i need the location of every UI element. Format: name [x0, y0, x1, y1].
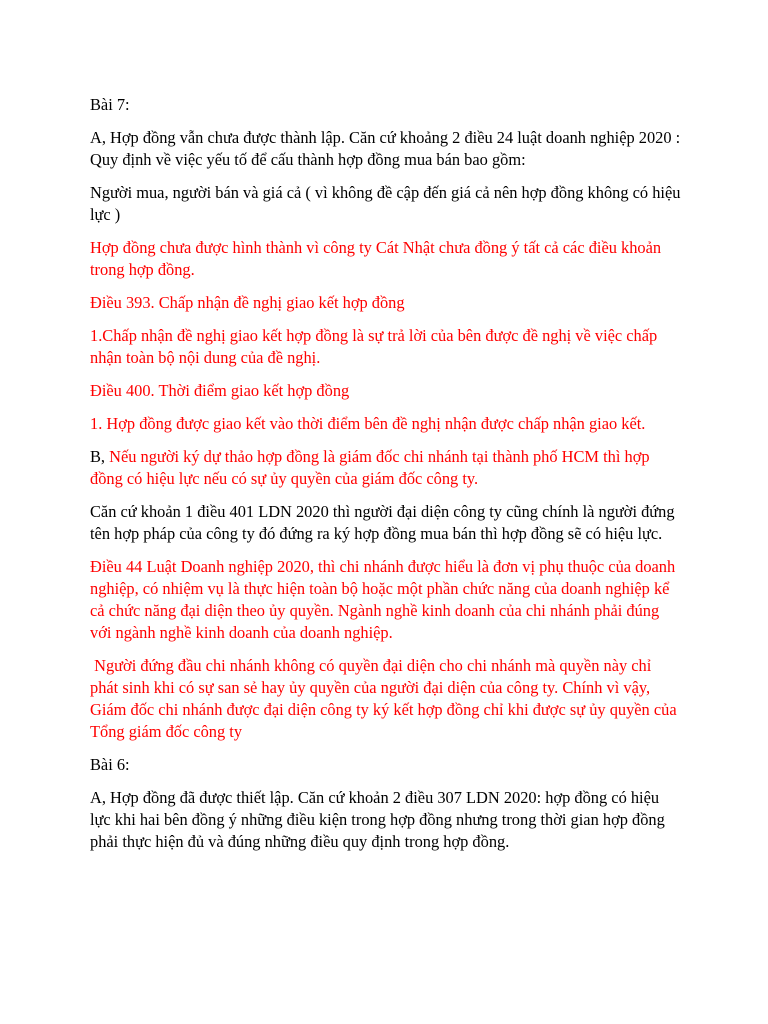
paragraph-not-formed: Hợp đồng chưa được hình thành vì công ty Cát Nhật chưa đồng ý tất cả các điều khoản trong hợp đồng.	[90, 238, 662, 279]
paragraph-b-text: Nếu người ký dự thảo hợp đồng là giám đốc chi nhánh tại thành phố HCM thì hợp đồng có hiệu lực nếu có sự ủy quyền của giám đốc công ty.	[90, 447, 650, 488]
paragraph-article-44: Điều 44 Luật Doanh nghiệp 2020, thì chi nhánh được hiểu là đơn vị phụ thuộc của doanh nghiệp, có nhiệm vụ là thực hiện toàn bộ hoặc một phần chức năng của doanh nghiệp kể cả chức năng đại diện theo ủy quyền. Ngành nghề kinh doanh của chi nhánh phải đúng với ngành nghề kinh doanh của doanh nghiệp.	[90, 557, 676, 642]
paragraph-branch-head: Người đứng đầu chi nhánh không có quyền đại diện cho chi nhánh mà quyền này chỉ phát sinh khi có sự san sẻ hay ủy quyền của người đại diện của công ty. Chính vì vậy, Giám đốc chi nhánh được đại diện công ty ký kết hợp đồng chỉ khi được sự ủy quyền của Tổng giám đốc công ty	[90, 656, 681, 741]
paragraph-a-bai-7: A, Hợp đồng vẫn chưa được thành lập. Căn cứ khoảng 2 điều 24 luật doanh nghiệp 2020 : Quy định về việc yếu tố để cấu thành hợp đồng mua bán bao gồm:	[90, 128, 681, 169]
paragraph-b-bai-7	[90, 446, 682, 490]
heading-bai-6: Bài 6:	[90, 755, 130, 774]
paragraph-article-401: Căn cứ khoản 1 điều 401 LDN 2020 thì người đại diện công ty cũng chính là người đứng tên hợp pháp của công ty đó đứng ra ký hợp đồng mua bán thì hợp đồng sẽ có hiệu lực.	[90, 502, 675, 543]
paragraph-elements: Người mua, người bán và giá cả ( vì không đề cập đến giá cả nên hợp đồng không có hiệu lực )	[90, 183, 681, 224]
article-393-clause-1: 1.Chấp nhận đề nghị giao kết hợp đồng là sự trả lời của bên được đề nghị về việc chấp nhận toàn bộ nội dung của đề nghị.	[90, 326, 658, 367]
heading-bai-7: Bài 7:	[90, 95, 130, 114]
article-400-clause-1: 1. Hợp đồng được giao kết vào thời điểm bên đề nghị nhận được chấp nhận giao kết.	[90, 414, 646, 433]
article-393-title: Điều 393. Chấp nhận đề nghị giao kết hợp đồng	[90, 293, 405, 312]
paragraph-a-bai-6: A, Hợp đồng đã được thiết lập. Căn cứ khoản 2 điều 307 LDN 2020: hợp đồng có hiệu lực khi hai bên đồng ý những điều kiện trong hợp đồng nhưng trong thời gian hợp đồng phải thực hiện đủ và đúng những điều quy định trong hợp đồng.	[90, 788, 665, 851]
article-400-title: Điều 400. Thời điểm giao kết hợp đồng	[90, 381, 350, 400]
paragraph-b-prefix: B,	[90, 447, 110, 466]
document-body	[90, 94, 682, 864]
